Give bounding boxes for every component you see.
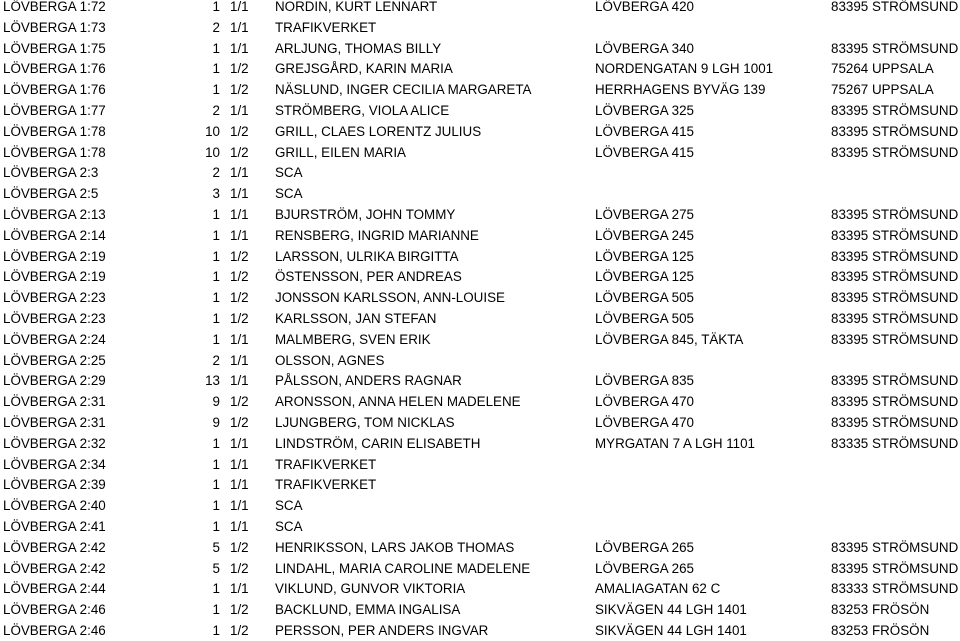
property-cell: LÖVBERGA 2:39: [3, 477, 106, 493]
count-cell: 9: [212, 394, 220, 410]
owner-name-cell: ÖSTENSSON, PER ANDREAS: [275, 269, 462, 285]
owner-name-cell: PERSSON, PER ANDERS INGVAR: [275, 623, 489, 638]
property-cell: LÖVBERGA 1:76: [3, 61, 106, 77]
owner-name-cell: SCA: [275, 498, 303, 514]
postal-city-cell: 83395 STRÖMSUND: [831, 207, 959, 222]
property-cell: LÖVBERGA 1:78: [3, 144, 106, 160]
postal-city-cell: 83395 STRÖMSUND: [831, 269, 959, 285]
postal-city-cell: 83395 STRÖMSUND: [831, 40, 959, 56]
table-row: [0, 205, 960, 225]
share-cell: 1/2: [230, 602, 249, 618]
share-cell: 1/1: [230, 456, 249, 472]
count-cell: 1: [212, 477, 220, 493]
property-cell: LÖVBERGA 2:41: [3, 519, 106, 534]
table-row: [0, 101, 960, 121]
table-row: [0, 18, 960, 38]
owner-name-cell: SCA: [275, 186, 303, 202]
address-cell: LÖVBERGA 420: [595, 0, 694, 14]
postal-city-cell: 83253 FRÖSÖN: [831, 623, 930, 638]
address-cell: AMALIAGATAN 62 C: [595, 581, 721, 597]
share-cell: 1/2: [230, 123, 249, 139]
owner-name-cell: JONSSON KARLSSON, ANN-LOUISE: [275, 290, 505, 306]
count-cell: 1: [212, 0, 220, 14]
owner-name-cell: NÄSLUND, INGER CECILIA MARGARETA: [275, 82, 532, 98]
property-cell: LÖVBERGA 2:24: [3, 331, 106, 347]
count-cell: 2: [212, 19, 220, 35]
owner-name-cell: LJUNGBERG, TOM NICKLAS: [275, 415, 455, 430]
table-row: [0, 579, 960, 599]
table-row: [0, 496, 960, 516]
count-cell: 5: [212, 539, 220, 555]
property-cell: LÖVBERGA 2:19: [3, 248, 106, 264]
count-cell: 1: [212, 331, 220, 347]
property-cell: LÖVBERGA 2:31: [3, 415, 106, 430]
property-cell: LÖVBERGA 2:29: [3, 373, 106, 389]
table-row: [0, 351, 960, 371]
share-cell: 1/2: [230, 560, 249, 576]
count-cell: 1: [212, 581, 220, 597]
owner-name-cell: SCA: [275, 519, 303, 534]
count-cell: 10: [205, 144, 220, 160]
table-row: [0, 538, 960, 558]
postal-city-cell: 83395 STRÖMSUND: [831, 373, 959, 389]
count-cell: 1: [212, 519, 220, 534]
owner-name-cell: BACKLUND, EMMA INGALISA: [275, 602, 461, 618]
share-cell: 1/2: [230, 290, 249, 306]
postal-city-cell: 83395 STRÖMSUND: [831, 560, 959, 576]
property-cell: LÖVBERGA 2:25: [3, 352, 106, 368]
count-cell: 3: [212, 186, 220, 202]
table-row: [0, 434, 960, 454]
share-cell: 1/2: [230, 144, 249, 160]
share-cell: 1/1: [230, 331, 249, 347]
property-cell: LÖVBERGA 1:77: [3, 103, 106, 118]
address-cell: SIKVÄGEN 44 LGH 1401: [595, 602, 747, 618]
address-cell: LÖVBERGA 340: [595, 40, 694, 56]
postal-city-cell: 83395 STRÖMSUND: [831, 0, 959, 14]
table-row: [0, 371, 960, 391]
owner-name-cell: ARONSSON, ANNA HELEN MADELENE: [275, 394, 521, 410]
share-cell: 1/1: [230, 40, 249, 56]
table-row: [0, 413, 960, 433]
share-cell: 1/2: [230, 539, 249, 555]
property-cell: LÖVBERGA 2:14: [3, 227, 106, 243]
share-cell: 1/1: [230, 165, 249, 181]
share-cell: 1/2: [230, 61, 249, 77]
table-row: [0, 122, 960, 142]
property-cell: LÖVBERGA 2:23: [3, 290, 106, 306]
owner-name-cell: MALMBERG, SVEN ERIK: [275, 331, 431, 347]
table-row: [0, 247, 960, 267]
property-cell: LÖVBERGA 2:31: [3, 394, 106, 410]
share-cell: 1/1: [230, 103, 249, 118]
share-cell: 1/2: [230, 311, 249, 326]
owner-name-cell: LARSSON, ULRIKA BIRGITTA: [275, 248, 459, 264]
table-row: [0, 559, 960, 579]
address-cell: LÖVBERGA 325: [595, 103, 694, 118]
address-cell: LÖVBERGA 505: [595, 290, 694, 306]
owner-name-cell: HENRIKSSON, LARS JAKOB THOMAS: [275, 539, 515, 555]
share-cell: 1/1: [230, 186, 249, 202]
table-row: [0, 517, 960, 537]
table-row: [0, 288, 960, 308]
postal-city-cell: 83395 STRÖMSUND: [831, 103, 959, 118]
address-cell: LÖVBERGA 265: [595, 539, 694, 555]
count-cell: 1: [212, 498, 220, 514]
address-cell: LÖVBERGA 415: [595, 123, 694, 139]
property-cell: LÖVBERGA 2:13: [3, 207, 106, 222]
owner-name-cell: RENSBERG, INGRID MARIANNE: [275, 227, 479, 243]
count-cell: 1: [212, 227, 220, 243]
owner-name-cell: TRAFIKVERKET: [275, 456, 377, 472]
postal-city-cell: 83253 FRÖSÖN: [831, 602, 930, 618]
property-cell: LÖVBERGA 2:46: [3, 623, 106, 638]
share-cell: 1/2: [230, 82, 249, 98]
property-cell: LÖVBERGA 2:44: [3, 581, 106, 597]
owner-name-cell: GREJSGÅRD, KARIN MARIA: [275, 61, 453, 77]
postal-city-cell: 83395 STRÖMSUND: [831, 248, 959, 264]
share-cell: 1/2: [230, 623, 249, 638]
property-cell: LÖVBERGA 2:46: [3, 602, 106, 618]
table-row: [0, 0, 960, 17]
postal-city-cell: 75264 UPPSALA: [831, 61, 934, 77]
table-row: [0, 39, 960, 59]
share-cell: 1/2: [230, 269, 249, 285]
owner-name-cell: BJURSTRÖM, JOHN TOMMY: [275, 207, 456, 222]
count-cell: 1: [212, 435, 220, 451]
share-cell: 1/2: [230, 415, 249, 430]
count-cell: 1: [212, 602, 220, 618]
property-cell: LÖVBERGA 2:23: [3, 311, 106, 326]
address-cell: LÖVBERGA 470: [595, 394, 694, 410]
postal-city-cell: 83395 STRÖMSUND: [831, 331, 959, 347]
property-cell: LÖVBERGA 1:75: [3, 40, 106, 56]
owner-name-cell: LINDAHL, MARIA CAROLINE MADELENE: [275, 560, 531, 576]
owner-name-cell: LINDSTRÖM, CARIN ELISABETH: [275, 435, 481, 451]
owner-name-cell: PÅLSSON, ANDERS RAGNAR: [275, 373, 462, 389]
address-cell: LÖVBERGA 265: [595, 560, 694, 576]
address-cell: LÖVBERGA 845, TÄKTA: [595, 331, 744, 347]
share-cell: 1/1: [230, 581, 249, 597]
address-cell: LÖVBERGA 835: [595, 373, 694, 389]
share-cell: 1/1: [230, 519, 249, 534]
postal-city-cell: 83395 STRÖMSUND: [831, 290, 959, 306]
count-cell: 5: [212, 560, 220, 576]
address-cell: LÖVBERGA 505: [595, 311, 694, 326]
property-cell: LÖVBERGA 2:19: [3, 269, 106, 285]
property-cell: LÖVBERGA 2:34: [3, 456, 106, 472]
table-row: [0, 163, 960, 183]
property-cell: LÖVBERGA 1:76: [3, 82, 106, 98]
count-cell: 13: [205, 373, 220, 389]
table-row: [0, 621, 960, 641]
address-cell: MYRGATAN 7 A LGH 1101: [595, 435, 756, 451]
address-cell: NORDENGATAN 9 LGH 1001: [595, 61, 774, 77]
owner-name-cell: OLSSON, AGNES: [275, 352, 385, 368]
count-cell: 10: [205, 123, 220, 139]
address-cell: LÖVBERGA 125: [595, 269, 694, 285]
property-cell: LÖVBERGA 2:42: [3, 560, 106, 576]
owner-name-cell: NORDIN, KURT LENNART: [275, 0, 438, 14]
share-cell: 1/2: [230, 394, 249, 410]
property-cell: LÖVBERGA 2:5: [3, 186, 99, 202]
postal-city-cell: 83395 STRÖMSUND: [831, 227, 959, 243]
property-cell: LÖVBERGA 1:73: [3, 19, 106, 35]
table-row: [0, 455, 960, 475]
table-row: [0, 600, 960, 620]
share-cell: 1/1: [230, 207, 249, 222]
postal-city-cell: 83395 STRÖMSUND: [831, 144, 959, 160]
postal-city-cell: 83335 STRÖMSUND: [831, 435, 959, 451]
table-row: [0, 184, 960, 204]
address-cell: LÖVBERGA 275: [595, 207, 694, 222]
postal-city-cell: 83333 STRÖMSUND: [831, 581, 959, 597]
count-cell: 1: [212, 207, 220, 222]
table-row: [0, 330, 960, 350]
table-row: [0, 59, 960, 79]
count-cell: 1: [212, 456, 220, 472]
count-cell: 1: [212, 248, 220, 264]
share-cell: 1/1: [230, 435, 249, 451]
owner-name-cell: GRILL, EILEN MARIA: [275, 144, 406, 160]
table-row: [0, 80, 960, 100]
count-cell: 1: [212, 269, 220, 285]
count-cell: 2: [212, 165, 220, 181]
owner-name-cell: ARLJUNG, THOMAS BILLY: [275, 40, 442, 56]
owner-name-cell: STRÖMBERG, VIOLA ALICE: [275, 103, 450, 118]
address-cell: LÖVBERGA 470: [595, 415, 694, 430]
postal-city-cell: 83395 STRÖMSUND: [831, 415, 959, 430]
share-cell: 1/1: [230, 227, 249, 243]
address-cell: LÖVBERGA 245: [595, 227, 694, 243]
count-cell: 9: [212, 415, 220, 430]
owner-name-cell: TRAFIKVERKET: [275, 477, 377, 493]
owner-name-cell: KARLSSON, JAN STEFAN: [275, 311, 437, 326]
address-cell: HERRHAGENS BYVÄG 139: [595, 82, 766, 98]
count-cell: 1: [212, 82, 220, 98]
owner-name-cell: TRAFIKVERKET: [275, 19, 377, 35]
property-cell: LÖVBERGA 2:3: [3, 165, 99, 181]
postal-city-cell: 83395 STRÖMSUND: [831, 311, 959, 326]
share-cell: 1/1: [230, 0, 249, 14]
table-row: [0, 143, 960, 163]
share-cell: 1/1: [230, 498, 249, 514]
property-cell: LÖVBERGA 2:32: [3, 435, 106, 451]
owner-name-cell: SCA: [275, 165, 303, 181]
share-cell: 1/1: [230, 477, 249, 493]
property-cell: LÖVBERGA 2:40: [3, 498, 106, 514]
share-cell: 1/1: [230, 373, 249, 389]
share-cell: 1/1: [230, 352, 249, 368]
table-row: [0, 226, 960, 246]
address-cell: SIKVÄGEN 44 LGH 1401: [595, 623, 747, 638]
count-cell: 2: [212, 103, 220, 118]
count-cell: 1: [212, 290, 220, 306]
owner-name-cell: GRILL, CLAES LORENTZ JULIUS: [275, 123, 482, 139]
table-row: [0, 309, 960, 329]
count-cell: 1: [212, 61, 220, 77]
owner-name-cell: VIKLUND, GUNVOR VIKTORIA: [275, 581, 466, 597]
address-cell: LÖVBERGA 415: [595, 144, 694, 160]
postal-city-cell: 83395 STRÖMSUND: [831, 123, 959, 139]
postal-city-cell: 75267 UPPSALA: [831, 82, 934, 98]
count-cell: 2: [212, 352, 220, 368]
postal-city-cell: 83395 STRÖMSUND: [831, 394, 959, 410]
table-row: [0, 392, 960, 412]
table-row: [0, 267, 960, 287]
property-cell: LÖVBERGA 2:42: [3, 539, 106, 555]
count-cell: 1: [212, 311, 220, 326]
table-row: [0, 475, 960, 495]
share-cell: 1/1: [230, 19, 249, 35]
address-cell: LÖVBERGA 125: [595, 248, 694, 264]
share-cell: 1/2: [230, 248, 249, 264]
property-cell: LÖVBERGA 1:72: [3, 0, 106, 14]
count-cell: 1: [212, 623, 220, 638]
count-cell: 1: [212, 40, 220, 56]
postal-city-cell: 83395 STRÖMSUND: [831, 539, 959, 555]
property-cell: LÖVBERGA 1:78: [3, 123, 106, 139]
